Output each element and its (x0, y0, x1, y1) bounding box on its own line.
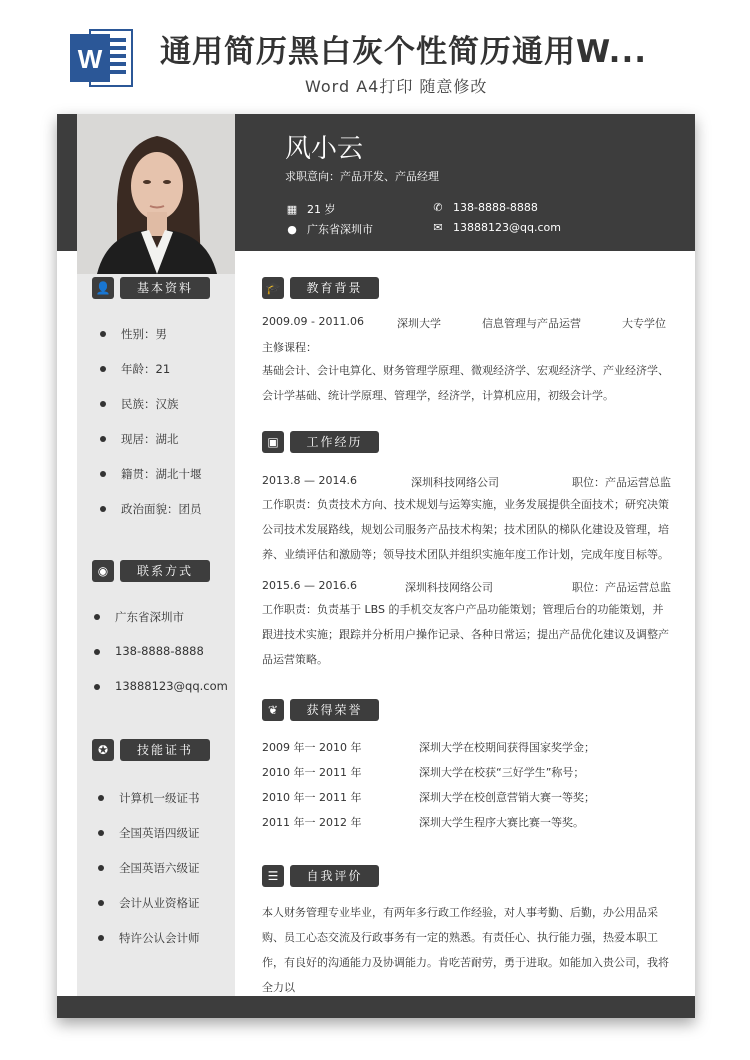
job-duties: 工作职责：负责技术方向、技术规划与运筹实施，业务发展提供全面技术；研究决策公司技术发展路线，规划公司服务产品技术构架；技术团队的梯队化建设及管理，培养、业绩评估和激励等；领导技术团队并组织实施年度工作计划，完成年度目标等。 (262, 498, 669, 561)
honor-desc: 深圳大学在校期间获得国家奖学金； (419, 741, 595, 754)
job-company: 深圳科技网络公司 (405, 581, 493, 594)
section-title: 工作经历 (290, 431, 379, 453)
honor-desc: 深圳大学在校获“三好学生”称号； (419, 766, 585, 779)
section-title: 自我评价 (290, 865, 379, 887)
honor-desc: 深圳大学在校创意营销大赛一等奖； (419, 791, 595, 804)
list-item: 全国英语六级证 (119, 861, 200, 875)
section-contact (92, 560, 228, 582)
profile-photo (77, 114, 235, 274)
list-item: 广东省深圳市 (115, 610, 184, 624)
list-item: 政治面貌：团员 (121, 502, 202, 516)
section-title: 获得荣誉 (290, 699, 379, 721)
list-item: 民族：汉族 (121, 397, 179, 411)
footer-band (57, 996, 695, 1018)
location-pin-icon: ◉ (92, 560, 114, 582)
location-info (285, 221, 373, 237)
job-company: 深圳科技网络公司 (411, 476, 499, 489)
list-item: 13888123@qq.com (115, 679, 228, 693)
list-item: 籍贯：湖北十堰 (121, 467, 202, 481)
education-school: 深圳大学 (397, 317, 441, 330)
top-left-stripe (57, 114, 77, 251)
job-position: 职位：产品运营总监 (572, 581, 671, 594)
age-value: 21 岁 (307, 203, 336, 216)
honor-desc: 深圳大学生程序大赛比赛一等奖。 (419, 816, 584, 829)
phone-value: 138-8888-8888 (453, 201, 538, 214)
job-position: 职位：产品运营总监 (572, 476, 671, 489)
email-value: 13888123@qq.com (453, 221, 561, 234)
list-item: 138-8888-8888 (115, 644, 204, 658)
sidebar (77, 274, 235, 996)
job-duties: 工作职责：负责基于 LBS 的手机交友客户产品功能策划；管理后台的功能策划，并跟进技术实施；跟踪并分析用户操作记录、各种日常运；提出产品优化建议及调整产品运营策略。 (262, 603, 669, 666)
education-period: 2009.09 - 2011.06 (262, 315, 364, 328)
person-icon: 👤 (92, 277, 114, 299)
section-skills (92, 739, 228, 761)
self-evaluation-text: 本人财务管理专业毕业，有两年多行政工作经验，对人事考勤、后勤，办公用品采购、员工心态交流及行政事务有一定的熟悉。有责任心、执行能力强，热爱本职工作，有良好的沟通能力及协调能力。肯吃苦耐劳，勇于进取。如能加入贵公司，我将全力以 (262, 906, 669, 994)
section-title: 联系方式 (120, 560, 210, 582)
leaf-icon: ❦ (262, 699, 284, 721)
list-item: 计算机一级证书 (119, 791, 200, 805)
location-value: 广东省深圳市 (307, 223, 373, 236)
section-title: 教育背景 (290, 277, 379, 299)
list-item: 现居：湖北 (121, 432, 179, 446)
candidate-name: 风小云 (285, 134, 364, 164)
email-info (431, 221, 561, 234)
document-title: 通用简历黑白灰个性简历通用W... (160, 34, 647, 70)
list-item: 年龄：21 (121, 362, 171, 376)
phone-icon: ✆ (433, 201, 443, 214)
job-period: 2015.6 — 2016.6 (262, 579, 357, 592)
section-title: 基本资料 (120, 277, 210, 299)
job-intent: 求职意向：产品开发、产品经理 (285, 170, 439, 183)
document-banner (0, 0, 750, 110)
user-card-icon: ☰ (262, 865, 284, 887)
honor-period: 2010 年一 2011 年 (262, 791, 362, 804)
list-item: 特许公认会计师 (119, 931, 200, 945)
svg-text:W: W (77, 44, 103, 74)
honor-period: 2009 年一 2010 年 (262, 741, 362, 754)
courses-label: 主修课程： (262, 341, 317, 354)
education-major: 信息管理与产品运营 (482, 317, 581, 330)
calendar-icon: ▦ (286, 203, 298, 216)
header-band (235, 114, 695, 251)
resume-page (57, 114, 695, 1018)
honor-period: 2011 年一 2012 年 (262, 816, 362, 829)
education-degree: 大专学位 (622, 317, 666, 330)
award-medal-icon: ✪ (92, 739, 114, 761)
document-subtitle: Word A4打印 随意修改 (305, 77, 488, 96)
location-pin-icon: ● (287, 223, 297, 236)
courses-text: 基础会计、会计电算化、财务管理学原理、微观经济学、宏观经济学、产业经济学、会计学基础、统计学原理、管理学，经济学，计算机应用，初级会计学。 (262, 364, 669, 402)
section-basic-info (92, 277, 228, 299)
list-item: 会计从业资格证 (119, 896, 200, 910)
list-item: 性别：男 (121, 327, 167, 341)
honor-period: 2010 年一 2011 年 (262, 766, 362, 779)
graduation-cap-icon: 🎓 (262, 277, 284, 299)
briefcase-icon: ▣ (262, 431, 284, 453)
list-item: 全国英语四级证 (119, 826, 200, 840)
section-title: 技能证书 (120, 739, 210, 761)
age-info (285, 201, 336, 217)
envelope-icon: ✉ (433, 221, 443, 234)
word-icon (68, 24, 136, 92)
phone-info (431, 201, 538, 214)
job-period: 2013.8 — 2014.6 (262, 474, 357, 487)
